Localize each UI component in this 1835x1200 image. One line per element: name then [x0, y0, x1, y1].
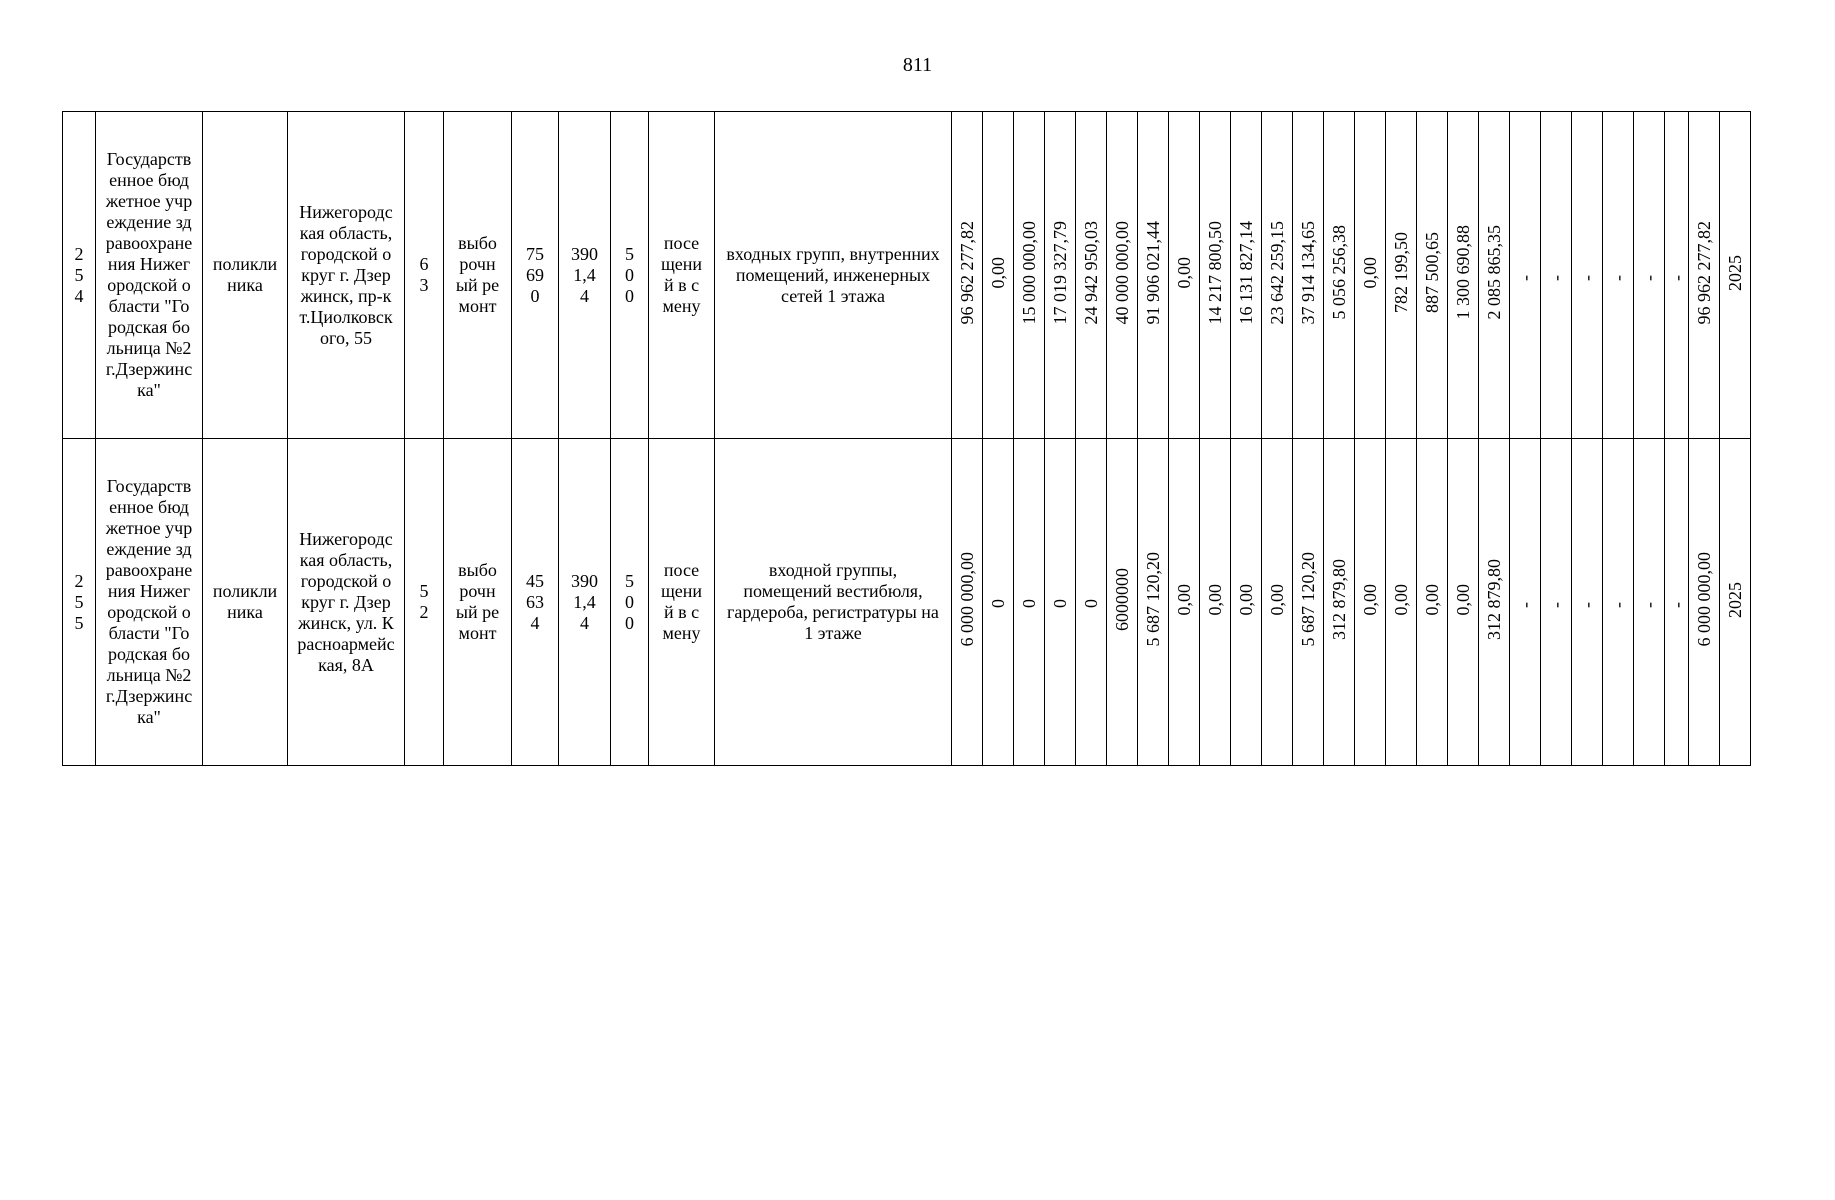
amount-cell — [1665, 439, 1689, 766]
amount-value: 91 906 021,44 — [1143, 220, 1163, 325]
institution-name-cell — [96, 439, 203, 766]
amount-value: 37 914 134,65 — [1298, 220, 1318, 325]
amount-cell — [1572, 112, 1603, 439]
amount-value: 0,00 — [1422, 583, 1442, 616]
cell-c8-cell — [611, 439, 649, 766]
cell-c4: 63 — [419, 254, 429, 295]
amount-cell — [1169, 439, 1200, 766]
cell-c4: 52 — [419, 581, 429, 622]
cell-c7-cell — [559, 439, 611, 766]
repair-type-cell — [444, 112, 512, 439]
amount-value: 6000000 — [1112, 568, 1132, 631]
amount-value: 0 — [1050, 598, 1070, 608]
amount-cell — [1200, 439, 1231, 766]
cell-c8: 500 — [625, 570, 634, 633]
amount-value: - — [1577, 601, 1597, 608]
cell-c7: 3901,44 — [571, 570, 598, 633]
amount-value: 23 642 259,15 — [1267, 220, 1287, 325]
facility-type-cell — [203, 439, 288, 766]
amount-cell — [1665, 112, 1689, 439]
amount-cell — [1200, 112, 1231, 439]
row-number: 254 — [74, 243, 84, 306]
amount-cell — [1541, 112, 1572, 439]
amount-cell — [1448, 439, 1479, 766]
table-row — [63, 112, 1751, 439]
facility-type: поликлиника — [212, 254, 278, 295]
amount-cell — [1045, 112, 1076, 439]
amount-cell — [1293, 112, 1324, 439]
amount-cell — [1355, 439, 1386, 766]
institution-name-cell — [96, 112, 203, 439]
amount-value: 96 962 277,82 — [1694, 220, 1714, 325]
amount-value: - — [1515, 601, 1535, 608]
amount-cell — [1603, 439, 1634, 766]
cell-c4-cell — [405, 439, 444, 766]
amount-value: 15 000 000,00 — [1019, 220, 1039, 325]
amount-value: 0,00 — [1174, 583, 1194, 616]
amount-value: 16 131 827,14 — [1236, 220, 1256, 325]
amount-value: 0,00 — [988, 256, 1008, 289]
address: Нижегородская область, городской округ г. Дзержинск, пр-кт.Циолковского, 55 — [299, 201, 393, 348]
amount-cell — [1107, 112, 1138, 439]
amount-cell — [952, 439, 983, 766]
address: Нижегородская область, городской округ г. Дзержинск, ул. Красноармейская, 8А — [297, 528, 395, 675]
amount-value: 0,00 — [1267, 583, 1287, 616]
amount-value: 0,00 — [1174, 256, 1194, 289]
cell-c6: 45634 — [526, 570, 544, 633]
capacity-unit-cell — [649, 112, 715, 439]
amount-value: 0,00 — [1453, 583, 1473, 616]
amount-cell — [1293, 439, 1324, 766]
table-row — [63, 439, 1751, 766]
facility-type-cell — [203, 112, 288, 439]
amount-cell — [1231, 112, 1262, 439]
amount-cell — [1324, 439, 1355, 766]
work-description-cell — [715, 439, 952, 766]
address-cell — [288, 112, 405, 439]
amount-cell — [1014, 439, 1045, 766]
amount-value: 0 — [1019, 598, 1039, 608]
amount-cell — [983, 112, 1014, 439]
cell-c7-cell — [559, 112, 611, 439]
amount-value: 5 687 120,20 — [1298, 552, 1318, 647]
cell-c6: 75690 — [526, 243, 544, 306]
amount-cell — [1355, 112, 1386, 439]
amount-cell — [1262, 439, 1293, 766]
address-cell — [288, 439, 405, 766]
amount-value: 40 000 000,00 — [1112, 220, 1132, 325]
amount-value: - — [1608, 274, 1628, 281]
amount-cell — [1231, 439, 1262, 766]
amount-cell — [1541, 439, 1572, 766]
amount-cell — [1417, 112, 1448, 439]
amount-value: - — [1577, 274, 1597, 281]
amount-cell — [1603, 112, 1634, 439]
amount-value: 6 000 000,00 — [1694, 552, 1714, 647]
amount-value: 0 — [1081, 598, 1101, 608]
amount-cell — [1572, 439, 1603, 766]
amount-value: 96 962 277,82 — [957, 220, 977, 325]
amount-value: - — [1639, 274, 1659, 281]
work-description-cell — [715, 112, 952, 439]
amount-cell — [1262, 112, 1293, 439]
amount-cell — [1510, 439, 1541, 766]
amount-value: 2025 — [1725, 254, 1745, 291]
page-number: 811 — [902, 54, 933, 76]
cell-c6-cell — [512, 439, 559, 766]
amount-cell — [983, 439, 1014, 766]
repair-type-cell — [444, 439, 512, 766]
amount-cell — [1107, 439, 1138, 766]
amount-cell — [1169, 112, 1200, 439]
capacity-unit-cell — [649, 439, 715, 766]
amount-value: 0,00 — [1360, 256, 1380, 289]
amount-value: 14 217 800,50 — [1205, 220, 1225, 325]
amount-value: 887 500,65 — [1422, 232, 1442, 313]
amount-value: - — [1666, 274, 1687, 281]
amount-value: - — [1666, 601, 1687, 608]
amount-cell — [1386, 439, 1417, 766]
amount-cell — [1324, 112, 1355, 439]
cell-c4-cell — [405, 112, 444, 439]
amount-value: 1 300 690,88 — [1453, 225, 1473, 320]
cell-c6-cell — [512, 112, 559, 439]
amount-cell — [952, 112, 983, 439]
facility-type: поликлиника — [212, 581, 278, 622]
cell-c8: 500 — [625, 243, 634, 306]
amount-cell — [1720, 112, 1751, 439]
amount-value: 0,00 — [1391, 583, 1411, 616]
amount-value: 0,00 — [1360, 583, 1380, 616]
amount-value: 5 687 120,20 — [1143, 552, 1163, 647]
amount-value: 312 879,80 — [1329, 559, 1349, 640]
repair-type: выборочный ремонт — [455, 233, 500, 316]
amount-cell — [1076, 439, 1107, 766]
amount-value: 24 942 950,03 — [1081, 220, 1101, 325]
cell-c7: 3901,44 — [571, 243, 598, 306]
amount-cell — [1634, 112, 1665, 439]
cell-c8-cell — [611, 112, 649, 439]
amount-value: 2025 — [1725, 581, 1745, 618]
institution-name: Государственное бюджетное учреждение здравоохранения Нижегородской области "Городская больница №2 г.Дзержинска" — [105, 149, 193, 400]
amount-value: - — [1608, 601, 1628, 608]
amount-value: - — [1515, 274, 1535, 281]
amount-cell — [1138, 112, 1169, 439]
amount-cell — [1479, 439, 1510, 766]
amount-value: 2 085 865,35 — [1484, 225, 1504, 320]
amount-cell — [1076, 112, 1107, 439]
amount-cell — [1045, 439, 1076, 766]
amount-value: 6 000 000,00 — [957, 552, 977, 647]
amount-cell — [1138, 439, 1169, 766]
amount-cell — [1689, 112, 1720, 439]
data-table — [62, 111, 1751, 766]
institution-name: Государственное бюджетное учреждение здравоохранения Нижегородской области "Городская больница №2 г.Дзержинска" — [105, 476, 193, 727]
amount-cell — [1510, 112, 1541, 439]
amount-cell — [1386, 112, 1417, 439]
row-number-cell — [63, 112, 96, 439]
row-number: 255 — [74, 570, 84, 633]
amount-cell — [1634, 439, 1665, 766]
amount-cell — [1720, 439, 1751, 766]
amount-value: 5 056 256,38 — [1329, 225, 1349, 320]
amount-cell — [1689, 439, 1720, 766]
amount-value: - — [1639, 601, 1659, 608]
repair-type: выборочный ремонт — [455, 560, 500, 643]
amount-value: - — [1546, 601, 1566, 608]
amount-value: 0,00 — [1205, 583, 1225, 616]
amount-value: 0 — [988, 598, 1008, 608]
row-number-cell — [63, 439, 96, 766]
capacity-unit: посещений в смену — [660, 560, 703, 643]
work-description: входных групп, внутренних помещений, инженерных сетей 1 этажа — [726, 243, 940, 306]
amount-value: 312 879,80 — [1484, 559, 1504, 640]
amount-value: 782 199,50 — [1391, 232, 1411, 313]
work-description: входной группы, помещений вестибюля, гардероба, регистратуры на 1 этаже — [727, 560, 939, 643]
amount-value: 17 019 327,79 — [1050, 220, 1070, 325]
capacity-unit: посещений в смену — [660, 233, 703, 316]
amount-value: 0,00 — [1236, 583, 1256, 616]
amount-value: - — [1546, 274, 1566, 281]
amount-cell — [1014, 112, 1045, 439]
amount-cell — [1448, 112, 1479, 439]
amount-cell — [1417, 439, 1448, 766]
amount-cell — [1479, 112, 1510, 439]
